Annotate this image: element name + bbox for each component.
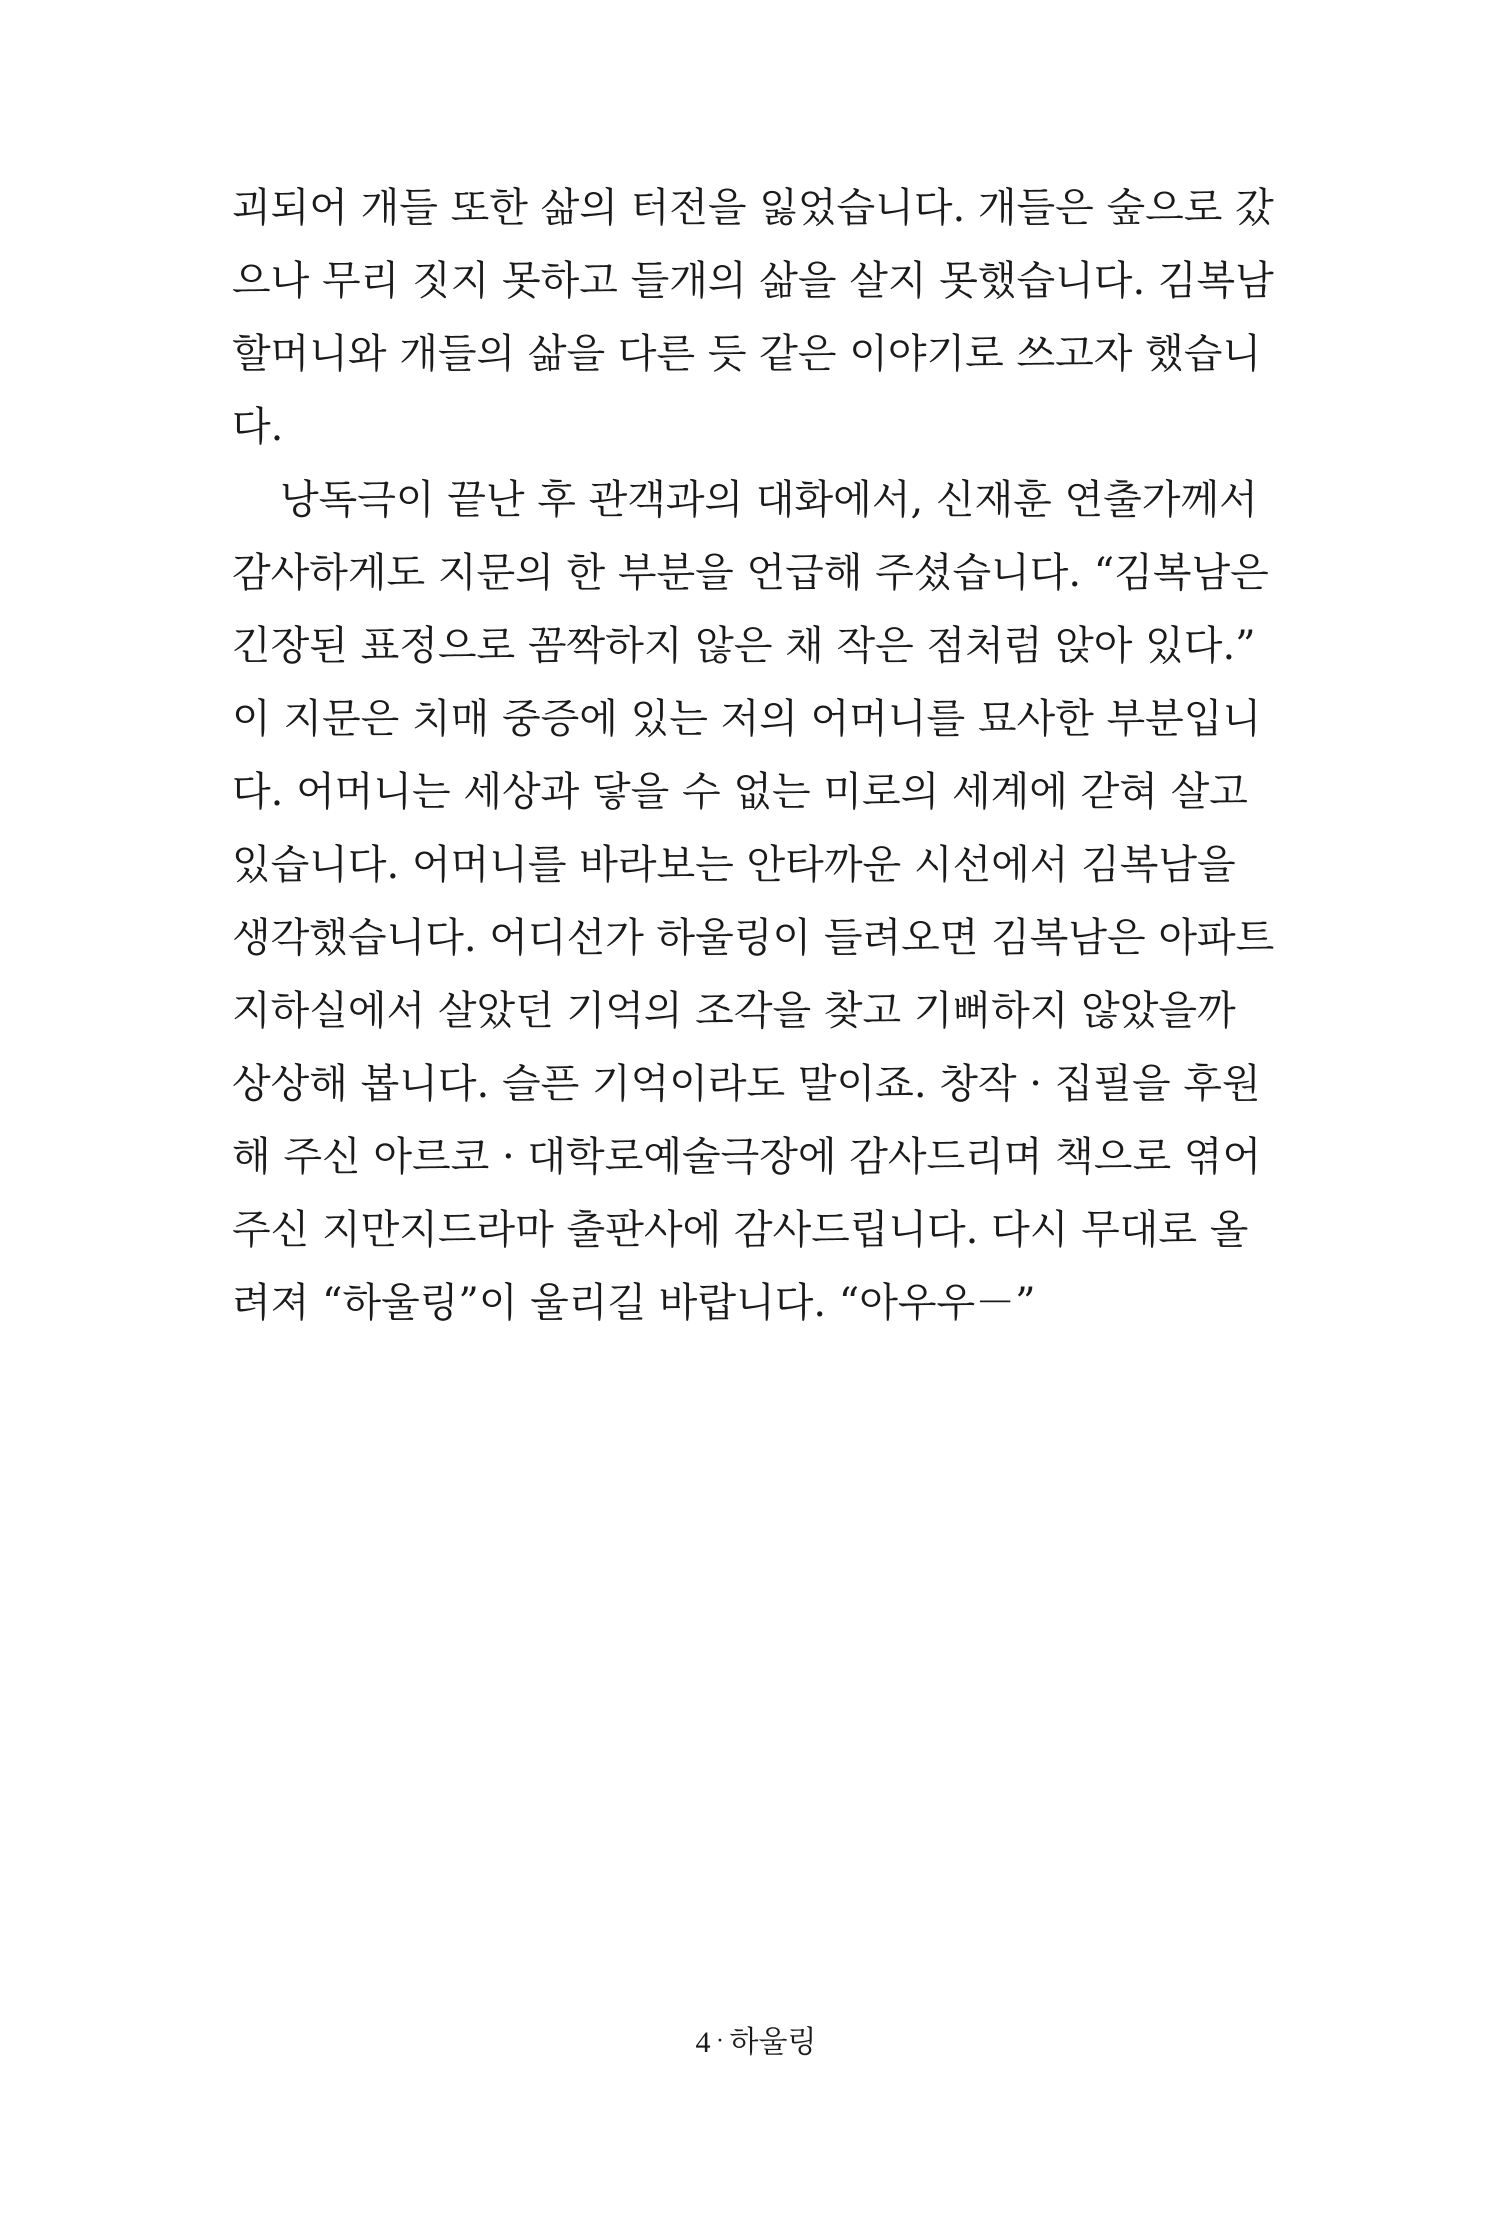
page-footer [0,2022,1512,2063]
paragraph-2 [232,464,1275,1340]
text-line: 으나 무리 짓지 못하고 들개의 삶을 살지 못했습니다. 김복남 [232,258,1274,304]
text-line: 있습니다. 어머니를 바라보는 안타까운 시선에서 김복남을 [232,842,1236,888]
text-line: 다. [232,404,284,450]
text-line: 다. 어머니는 세상과 닿을 수 없는 미로의 세계에 갇혀 살고 [232,769,1248,815]
body-text [232,172,1275,1340]
text-line: 할머니와 개들의 삶을 다른 듯 같은 이야기로 쓰고자 했습니 [232,331,1262,377]
page-number: 4 [695,2026,711,2059]
text-line: 괴되어 개들 또한 삶의 터전을 잃었습니다. 개들은 숲으로 갔 [232,185,1274,231]
text-line: 긴장된 표정으로 꼼짝하지 않은 채 작은 점처럼 앉아 있다.” [232,623,1256,669]
text-line: 해 주신 아르코 · 대학로예술극장에 감사드리며 책으로 엮어 [232,1134,1262,1180]
text-line: 려져 “하울링”이 울리길 바랍니다. “아우우－” [232,1280,1036,1326]
text-line: 생각했습니다. 어디선가 하울링이 들려오면 김복남은 아파트 [232,915,1275,961]
footer-separator: · [716,2029,724,2054]
text-line: 지하실에서 살았던 기억의 조각을 찾고 기뻐하지 않았을까 [232,988,1236,1034]
text-line: 상상해 봅니다. 슬픈 기억이라도 말이죠. 창작 · 집필을 후원 [232,1061,1261,1107]
text-line: 감사하게도 지문의 한 부분을 언급해 주셨습니다. “김복남은 [232,550,1269,596]
paragraph-1 [232,172,1274,464]
text-line: 주신 지만지드라마 출판사에 감사드립니다. 다시 무대로 올 [232,1207,1249,1253]
text-line: 이 지문은 치매 중증에 있는 저의 어머니를 묘사한 부분입니 [232,696,1262,742]
text-line: 낭독극이 끝난 후 관객과의 대화에서, 신재훈 연출가께서 [280,477,1258,523]
running-title: 하울링 [729,2025,817,2060]
